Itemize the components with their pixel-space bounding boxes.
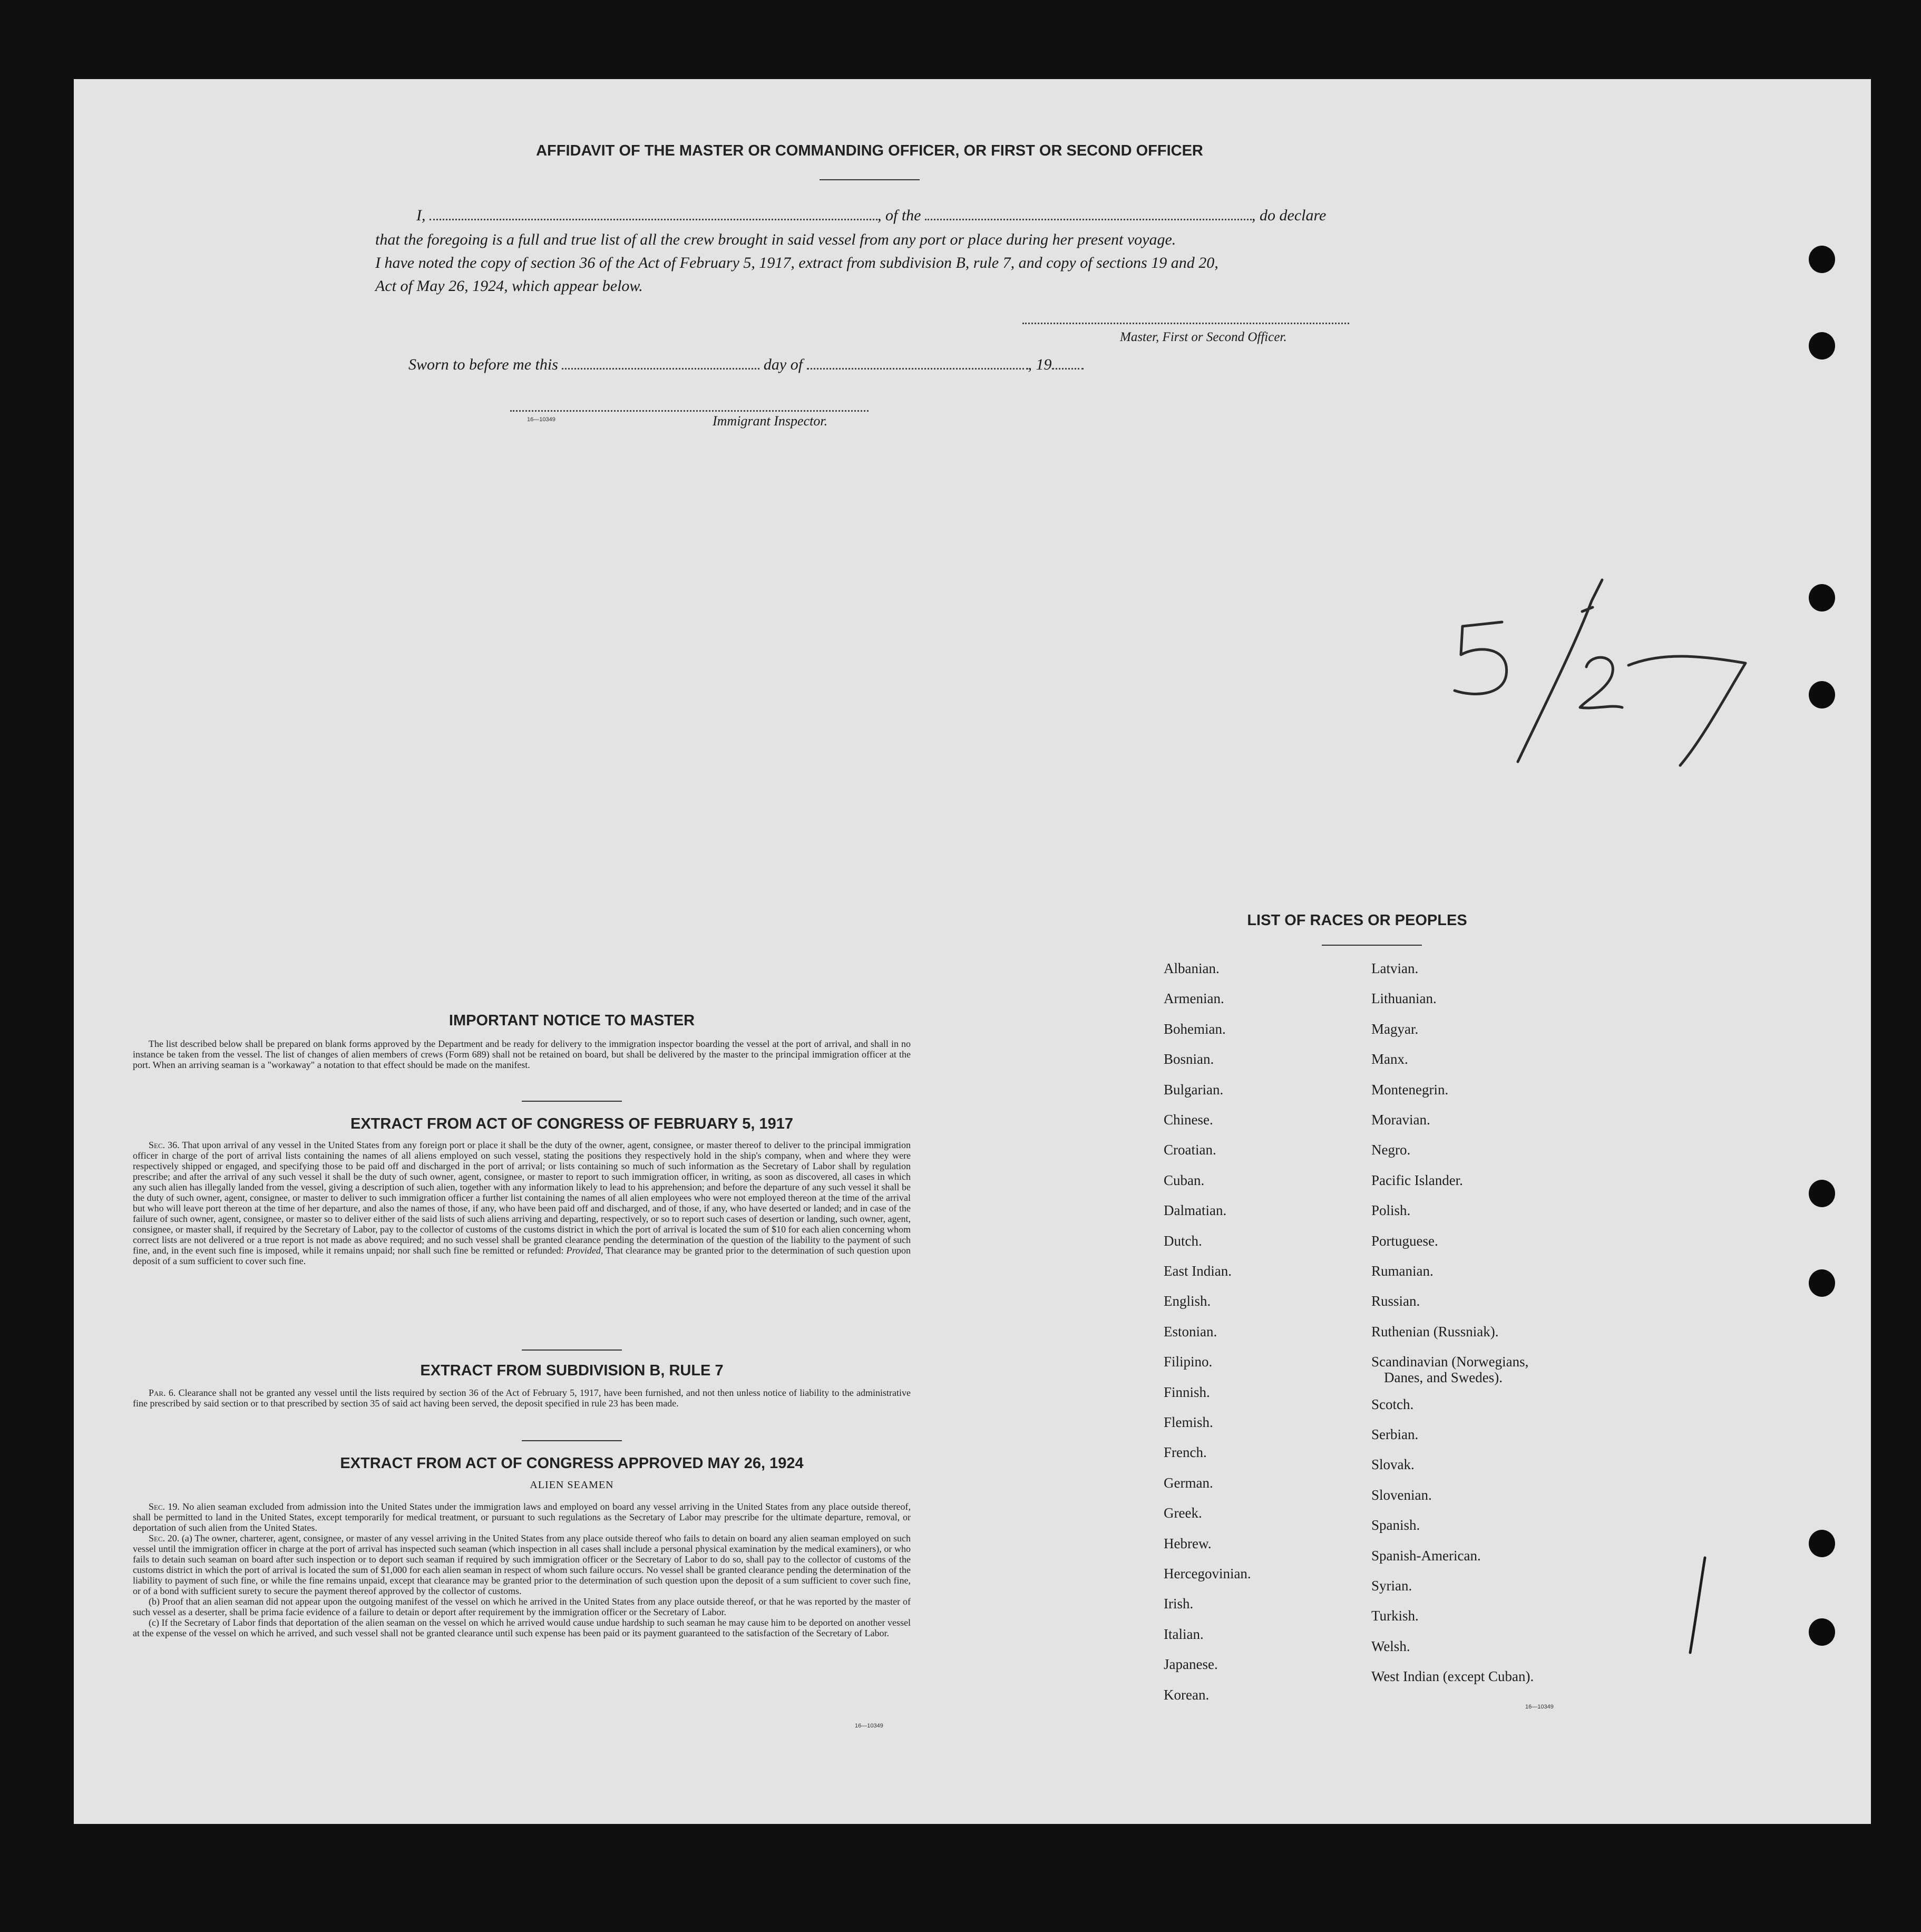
race-item: Syrian. bbox=[1371, 1578, 1412, 1594]
affidavit-declaration-line3: I have noted the copy of section 36 of the Act of February 5, 1917, extract from subdivision B, rule 7, and copy of sections 19 and 20, bbox=[375, 254, 1218, 271]
sworn-day-blank bbox=[562, 365, 759, 370]
master-signature-line bbox=[1022, 323, 1349, 324]
sworn-day-of: day of bbox=[763, 356, 803, 373]
race-item: Albanian. bbox=[1164, 960, 1220, 976]
race-item: Hebrew. bbox=[1164, 1536, 1212, 1551]
race-item: Serbian. bbox=[1371, 1426, 1419, 1442]
sec36-provided: Provided, bbox=[566, 1245, 603, 1256]
race-item: English. bbox=[1164, 1293, 1211, 1309]
race-item: Japanese. bbox=[1164, 1656, 1218, 1672]
race-item: Russian. bbox=[1371, 1293, 1420, 1309]
sworn-year-blank bbox=[1052, 365, 1084, 370]
handwritten-number bbox=[1412, 569, 1750, 801]
extract-1917-rule bbox=[522, 1350, 622, 1351]
punch-hole-8 bbox=[1809, 1618, 1835, 1646]
sworn-year: , 19 bbox=[1028, 356, 1052, 373]
race-item: Ruthenian (Russniak). bbox=[1371, 1324, 1499, 1339]
race-item: Croatian. bbox=[1164, 1142, 1216, 1158]
race-item: Polish. bbox=[1371, 1202, 1411, 1218]
race-item: Dalmatian. bbox=[1164, 1202, 1227, 1218]
race-item: Bohemian. bbox=[1164, 1021, 1226, 1037]
sec36-text: That upon arrival of any vessel in the United States from any foreign port or place it shall be the duty of the owner, agent, consignee, or master thereof to deliver to the principal immigration officer in charge of the port of arrival lists containing the names of all aliens employed on such vessel, stating the positions they respectively hold in the ship's company, when and where they were respectively shipped or engaged, and specifying those to be paid off and discharged in the port of arrival; or lists containing so much of such information as the Secretary of Labor shall by regulation prescribe; and after the arrival of any such vessel it shall be the duty of such owner, agent, consignee, or master to report to such immigration officer, in writing, as soon as discovered, all cases in which any such alien has illegally landed from the vessel, giving a description of such alien, together with any information likely to lead to his apprehension; and before the departure of any such vessel it shall be the duty of such owner, agent, consignee, or master to deliver to such immigration officer a further list containing the names of all alien employees who were not employed thereon at the time of the arrival but who will leave port thereon at the time of her departure, and also the names of those, if any, who have been paid off and discharged, and of those, if any, who have deserted or landed; and in case of the failure of such owner, agent, consignee, or master so to deliver either of the said lists of such aliens arriving and departing, respectively, or so to report such cases of desertion or landing, such owner, agent, consignee, or master shall, if required by the Secretary of Labor, pay to the collector of customs of the customs district in which the port of arrival is located the sum of $10 for each alien concerning whom correct lists are not delivered or a true report is not made as above required; and no such vessel shall be granted clearance pending the determination of the question of the liability to the payment of such fine, and, in the event such fine is imposed, while it remains unpaid; nor shall such fine be remitted or refunded: bbox=[133, 1140, 911, 1256]
sec19-text: No alien seaman excluded from admission into the United States under the immigration laws and employed on board any vessel arriving in the United States from any place outside thereof, shall be permitted to land in the United States, except temporarily for medical treatment, or pursuant to such regulations as the Secretary of Labor may prescribe for the ultimate departure, removal, or deportation of such alien from the United States. bbox=[133, 1501, 911, 1533]
race-item: Spanish-American. bbox=[1371, 1548, 1481, 1564]
rule7-rule bbox=[522, 1440, 622, 1441]
affidavit-declaration-line1 bbox=[416, 207, 1365, 225]
sec36-text-end: That clearance may be granted prior to the determination of such question upon deposit of a sum sufficient to cover such fine. bbox=[133, 1245, 911, 1266]
race-item: Armenian. bbox=[1164, 991, 1224, 1006]
race-item: Latvian. bbox=[1371, 960, 1419, 976]
notice-title: IMPORTANT NOTICE TO MASTER bbox=[448, 1012, 695, 1029]
affidavit-i: I, bbox=[416, 207, 426, 224]
race-item: Negro. bbox=[1371, 1142, 1411, 1158]
race-item: Irish. bbox=[1164, 1596, 1194, 1611]
races-title-rule bbox=[1322, 945, 1422, 946]
par6-text: Clearance shall not be granted any vessel until the lists required by section 36 of the Act of February 5, 1917, have been furnished, and not then unless notice of liability to the administrative fine prescribed by said section or to that prescribed by section 35 of said act having been served, the deposit specified in rule 23 has been made. bbox=[133, 1387, 911, 1409]
alien-seamen-subtitle: ALIEN SEAMEN bbox=[530, 1479, 614, 1491]
race-item: Lithuanian. bbox=[1371, 991, 1437, 1006]
extract-1917-title: EXTRACT FROM ACT OF CONGRESS OF FEBRUARY 5, 1917 bbox=[350, 1115, 794, 1132]
name-blank bbox=[430, 216, 877, 220]
race-item: Rumanian. bbox=[1371, 1263, 1434, 1279]
race-item: Estonian. bbox=[1164, 1324, 1217, 1339]
race-item: Hercegovinian. bbox=[1164, 1566, 1251, 1581]
extract-form-number: 16—10349 bbox=[855, 1723, 883, 1729]
race-item: Manx. bbox=[1371, 1051, 1408, 1067]
affidavit-title-rule bbox=[820, 179, 920, 180]
affidavit-declaration-line2: that the foregoing is a full and true list of all the crew brought in said vessel from any port or place during her present voyage. bbox=[375, 231, 1176, 248]
race-item: German. bbox=[1164, 1475, 1213, 1491]
punch-hole-6 bbox=[1809, 1269, 1835, 1297]
races-form-number: 16—10349 bbox=[1525, 1704, 1554, 1710]
race-item: Scotch. bbox=[1371, 1396, 1414, 1412]
affidavit-form-number: 16—10349 bbox=[527, 416, 555, 423]
sec36-label: Sec. 36. bbox=[149, 1140, 180, 1150]
punch-hole-5 bbox=[1809, 1180, 1835, 1207]
sworn-line bbox=[408, 356, 1304, 374]
race-item: Cuban. bbox=[1164, 1172, 1205, 1188]
extract-1924-title: EXTRACT FROM ACT OF CONGRESS APPROVED MAY 26, 1924 bbox=[340, 1455, 804, 1472]
race-item: Chinese. bbox=[1164, 1112, 1213, 1128]
sec20-label: Sec. 20. bbox=[149, 1533, 180, 1543]
sec19-label: Sec. 19. bbox=[149, 1501, 180, 1512]
notice-rule bbox=[522, 1101, 622, 1102]
par6-label: Par. 6. bbox=[149, 1387, 176, 1398]
punch-hole-2 bbox=[1809, 332, 1835, 360]
sworn-month-blank bbox=[807, 365, 1028, 370]
affidavit-do-declare: , do declare bbox=[1252, 207, 1327, 224]
extract-1924-text bbox=[133, 1501, 911, 1638]
sec20c-text: (c) If the Secretary of Labor finds that deportation of the alien seaman on the vessel on which he arrived would cause undue hardship to such seaman he may cause him to be deported on another vessel at the expense of the vessel on which he arrived, and such vessel shall not be granted clearance until such expense has been paid or its payment guaranteed to the satisfaction of the Secretary of Labor. bbox=[133, 1617, 911, 1638]
notice-paragraph: The list described below shall be prepared on blank forms approved by the Department and be ready for delivery to the immigration inspector boarding the vessel at the port of arrival, and shall in no instance be taken from the vessel. The list of changes of alien members of crews (Form 689) shall not be retained on board, but shall be delivered by the master to the principal immigration officer at the port. When an arriving seaman is a "workaway" a notation to that effect should be made on the manifest. bbox=[133, 1038, 911, 1070]
sec20b-text: (b) Proof that an alien seaman did not appear upon the outgoing manifest of the vessel on which he arrived in the United States from any place outside thereof, or that he was reported by the master of such vessel as a deserter, shall be prima facie evidence of a failure to detain or deport after requirement by the immigration officer or the Secretary of Labor. bbox=[133, 1596, 911, 1617]
punch-hole-3 bbox=[1809, 584, 1835, 611]
handwritten-page-mark-value bbox=[1689, 1581, 1694, 1594]
race-item: Bosnian. bbox=[1164, 1051, 1214, 1067]
race-item: West Indian (except Cuban). bbox=[1371, 1668, 1534, 1684]
races-title: LIST OF RACES OR PEOPLES bbox=[1247, 912, 1467, 929]
race-item: Magyar. bbox=[1371, 1021, 1419, 1037]
rule7-text bbox=[133, 1387, 911, 1409]
race-item: Slovak. bbox=[1371, 1457, 1415, 1472]
inspector-signature-line bbox=[510, 410, 869, 412]
race-item: Montenegrin. bbox=[1371, 1082, 1449, 1098]
notice-text bbox=[133, 1038, 911, 1070]
races-left-column bbox=[1164, 960, 1348, 1709]
punch-hole-1 bbox=[1809, 246, 1835, 273]
race-item: Finnish. bbox=[1164, 1384, 1210, 1400]
sworn-prefix: Sworn to before me this bbox=[408, 356, 558, 373]
handwritten-number-value bbox=[1423, 606, 1444, 618]
race-item: Greek. bbox=[1164, 1505, 1202, 1521]
punch-hole-4 bbox=[1809, 681, 1835, 708]
master-signature-label: Master, First or Second Officer. bbox=[1120, 330, 1287, 344]
race-item: Welsh. bbox=[1371, 1638, 1410, 1654]
race-item: Pacific Islander. bbox=[1371, 1172, 1463, 1188]
race-item-continuation: Danes, and Swedes). bbox=[1384, 1370, 1503, 1385]
races-right-column bbox=[1371, 960, 1635, 1709]
race-item: Filipino. bbox=[1164, 1354, 1213, 1370]
sec20a-text: (a) The owner, charterer, agent, consignee, or master of any vessel arriving in the United States from any place outside thereof who fails to detain on board any alien seaman employed on such vessel until the immigration officer in charge at the port of arrival has inspected such seaman (which inspection in all cases shall include a personal physical examination by the medical examiners), or who fails to detain such seaman on board after such inspection or to deport such seaman if required by such immigration officer or the Secretary of Labor to do so, shall pay to the collector of customs of the customs district in which the port of arrival is located the sum of $1,000 for each alien seaman in respect of whom such failure occurs. No vessel shall be granted clearance pending the determination of the liability to payment of such fine, or while the fine remains unpaid, except that clearance may be granted prior to the determination of such question upon the deposit of a sum sufficient to cover such fine, or of a bond with sufficient surety to secure the payment thereof approved by the collector of customs. bbox=[133, 1533, 911, 1596]
race-item: Slovenian. bbox=[1371, 1487, 1432, 1503]
race-item: East Indian. bbox=[1164, 1263, 1232, 1279]
race-item: Dutch. bbox=[1164, 1233, 1202, 1249]
affidavit-declaration-line4: Act of May 26, 1924, which appear below. bbox=[375, 277, 643, 295]
affidavit-title: AFFIDAVIT OF THE MASTER OR COMMANDING OFFICER, OR FIRST OR SECOND OFFICER bbox=[536, 142, 1203, 159]
race-item: Turkish. bbox=[1371, 1608, 1419, 1624]
affidavit-of-the: , of the bbox=[877, 207, 921, 224]
race-item: Bulgarian. bbox=[1164, 1082, 1224, 1098]
vessel-blank bbox=[925, 216, 1252, 220]
race-item: Flemish. bbox=[1164, 1414, 1213, 1430]
inspector-label: Immigrant Inspector. bbox=[713, 413, 828, 429]
punch-hole-7 bbox=[1809, 1530, 1835, 1557]
extract-1917-text bbox=[133, 1140, 911, 1266]
race-item: Scandinavian (Norwegians, bbox=[1371, 1354, 1529, 1370]
handwritten-page-mark bbox=[1684, 1552, 1715, 1658]
race-item: Italian. bbox=[1164, 1626, 1204, 1642]
race-item: French. bbox=[1164, 1444, 1207, 1460]
race-item: Portuguese. bbox=[1371, 1233, 1438, 1249]
rule7-title: EXTRACT FROM SUBDIVISION B, RULE 7 bbox=[420, 1362, 724, 1379]
race-item: Moravian. bbox=[1371, 1112, 1430, 1128]
race-item: Spanish. bbox=[1371, 1517, 1420, 1533]
race-item: Korean. bbox=[1164, 1687, 1210, 1703]
